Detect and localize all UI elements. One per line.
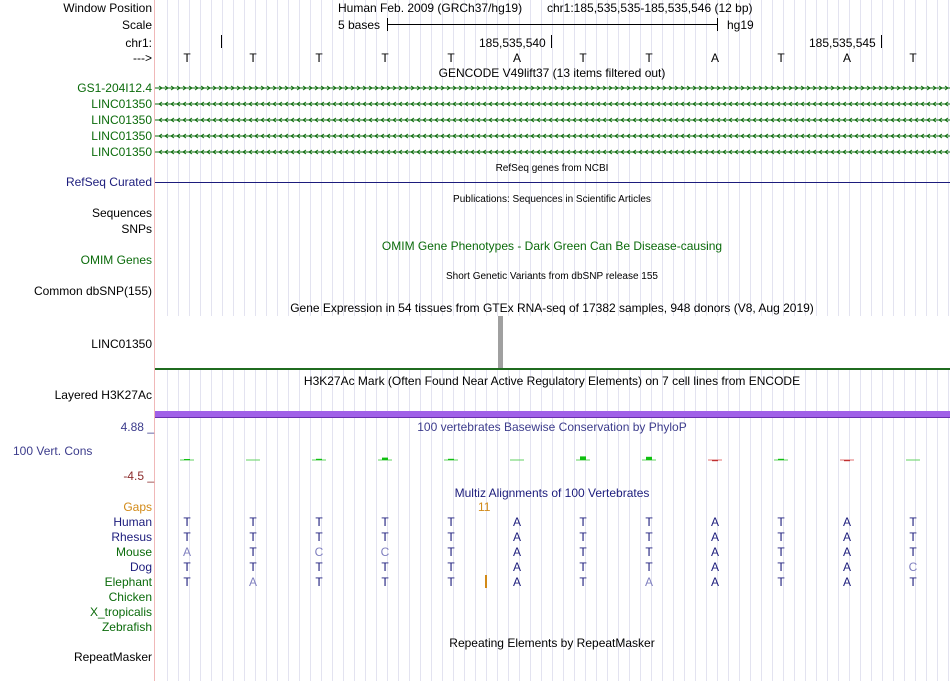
gencode-gene-label[interactable]: LINC01350: [91, 145, 152, 159]
alignment-base: T: [315, 575, 323, 589]
alignment-base: T: [381, 575, 389, 589]
strand-arrow-label: --->: [133, 51, 152, 65]
species-label[interactable]: X_tropicalis: [89, 605, 152, 619]
repeatmasker-label[interactable]: RepeatMasker: [73, 650, 152, 664]
gaps-label[interactable]: Gaps: [123, 500, 152, 514]
alignment-base: A: [644, 575, 653, 589]
alignment-base: A: [842, 545, 851, 559]
alignment-base: T: [183, 515, 191, 529]
alignment-base: T: [909, 575, 917, 589]
refseq-label[interactable]: RefSeq Curated: [65, 175, 152, 189]
phylop-bar[interactable]: [382, 458, 388, 460]
alignment-base: A: [842, 530, 851, 544]
gencode-gene-label[interactable]: LINC01350: [91, 113, 152, 127]
snps-label[interactable]: SNPs: [121, 222, 152, 236]
alignment-base: T: [645, 560, 653, 574]
chrom-label: chr1:: [125, 36, 152, 50]
refseq-track-title[interactable]: RefSeq genes from NCBI: [495, 163, 609, 174]
dbsnp-label[interactable]: Common dbSNP(155): [33, 284, 152, 298]
publications-track-title[interactable]: Publications: Sequences in Scientific Articles: [453, 194, 651, 205]
alignment-base: A: [182, 545, 191, 559]
coord-tick-1: [551, 35, 552, 48]
scale-bar-right-tick: [717, 18, 718, 31]
db-name: hg19: [727, 18, 754, 32]
species-label[interactable]: Rhesus: [111, 530, 152, 544]
coord-tick-2: [881, 35, 882, 48]
alignment-base: A: [842, 560, 851, 574]
gtex-baseline: [155, 368, 950, 370]
alignment-base: C: [380, 545, 390, 559]
alignment-base: T: [579, 560, 587, 574]
alignment-base: T: [315, 530, 323, 544]
scale-bar: [387, 24, 718, 25]
gencode-gene-label[interactable]: GS1-204I12.4: [77, 81, 152, 95]
phylop-bar[interactable]: [184, 459, 190, 460]
reference-base: T: [183, 51, 191, 65]
alignment-base: A: [512, 515, 521, 529]
h3k27ac-label[interactable]: Layered H3K27Ac: [54, 388, 152, 402]
alignment-base: A: [710, 545, 719, 559]
alignment-base: A: [710, 560, 719, 574]
alignment-base: A: [842, 515, 851, 529]
h3k27ac-track-title[interactable]: H3K27Ac Mark (Often Found Near Active Regulatory Elements) on 7 cell lines from ENCODE: [303, 374, 801, 388]
alignment-base: T: [249, 530, 257, 544]
h3k27ac-signal-bar[interactable]: [155, 411, 950, 418]
alignment-base: T: [777, 575, 785, 589]
elephant-insertion-marker: [485, 575, 487, 588]
species-label[interactable]: Dog: [129, 560, 152, 574]
position-readout: chr1:185,535,535-185,535,546 (12 bp): [547, 1, 753, 15]
alignment-base: A: [710, 515, 719, 529]
gtex-label[interactable]: LINC01350: [91, 337, 152, 351]
alignment-base: T: [777, 545, 785, 559]
alignment-base: T: [447, 575, 455, 589]
reference-base: T: [645, 51, 653, 65]
multiz-track-title[interactable]: Multiz Alignments of 100 Vertebrates: [454, 486, 650, 500]
reference-base: T: [909, 51, 917, 65]
reference-base: A: [842, 51, 851, 65]
species-label[interactable]: Zebrafish: [101, 620, 152, 634]
window-position-label: Window Position: [63, 1, 152, 15]
reference-base: T: [447, 51, 455, 65]
coord-label-1: 185,535,540: [479, 36, 546, 50]
alignment-base: T: [645, 515, 653, 529]
species-label[interactable]: Mouse: [115, 545, 152, 559]
alignment-base: A: [710, 530, 719, 544]
reference-base: T: [315, 51, 323, 65]
alignment-base: A: [842, 575, 851, 589]
alignment-base: C: [908, 560, 918, 574]
alignment-base: T: [645, 530, 653, 544]
alignment-base: A: [512, 530, 521, 544]
species-label[interactable]: Chicken: [108, 590, 152, 604]
reference-base: T: [381, 51, 389, 65]
alignment-base: T: [579, 575, 587, 589]
phylop-bar[interactable]: [580, 456, 586, 460]
alignment-base: T: [777, 515, 785, 529]
phylop-bar[interactable]: [646, 457, 652, 460]
alignment-base: T: [381, 515, 389, 529]
gtex-plot-area[interactable]: [155, 316, 950, 368]
refseq-line[interactable]: [155, 182, 950, 183]
alignment-base: T: [249, 560, 257, 574]
species-label[interactable]: Human: [113, 515, 152, 529]
alignment-base: A: [710, 575, 719, 589]
alignment-base: T: [579, 515, 587, 529]
alignment-base: T: [579, 545, 587, 559]
alignment-base: C: [314, 545, 324, 559]
phylop-label[interactable]: 100 Vert. Cons: [13, 444, 93, 458]
phylop-bar[interactable]: [712, 460, 718, 461]
alignment-base: A: [512, 545, 521, 559]
alignment-base: T: [381, 560, 389, 574]
phylop-bar[interactable]: [778, 459, 784, 460]
alignment-base: T: [447, 545, 455, 559]
phylop-max-label: 4.88 _: [120, 420, 154, 434]
coord-label-2: 185,535,545: [809, 36, 876, 50]
alignment-base: T: [447, 530, 455, 544]
phylop-bar[interactable]: [844, 460, 850, 461]
alignment-base: T: [909, 545, 917, 559]
scale-bar-left-tick: [387, 18, 388, 31]
phylop-track-title[interactable]: 100 vertebrates Basewise Conservation by PhyloP: [417, 420, 687, 434]
gencode-track[interactable]: [155, 80, 950, 160]
alignment-base: T: [249, 515, 257, 529]
phylop-min-label: -4.5 _: [123, 469, 154, 483]
alignment-base: A: [248, 575, 257, 589]
reference-base: A: [710, 51, 719, 65]
gtex-bar[interactable]: [498, 316, 503, 368]
gencode-track-title[interactable]: GENCODE V49lift37 (13 items filtered out): [438, 66, 666, 80]
omim-label[interactable]: OMIM Genes: [80, 253, 152, 267]
alignment-base: T: [909, 515, 917, 529]
coord-tick-start: [221, 35, 222, 48]
reference-base: T: [249, 51, 257, 65]
scale-label: Scale: [121, 18, 152, 32]
alignment-base: T: [645, 545, 653, 559]
gaps-value: 11: [478, 500, 491, 514]
repeatmasker-track-title[interactable]: Repeating Elements by RepeatMasker: [449, 636, 655, 650]
assembly-title: Human Feb. 2009 (GRCh37/hg19): [338, 1, 523, 15]
alignment-base: T: [183, 575, 191, 589]
species-label[interactable]: Elephant: [104, 575, 152, 589]
phylop-bar[interactable]: [448, 459, 454, 460]
alignment-base: T: [579, 530, 587, 544]
alignment-base: T: [315, 515, 323, 529]
alignment-base: T: [381, 530, 389, 544]
publications-label[interactable]: Sequences: [91, 206, 152, 220]
alignment-base: T: [447, 515, 455, 529]
dbsnp-track-title[interactable]: Short Genetic Variants from dbSNP release 155: [446, 271, 658, 282]
alignment-base: A: [512, 575, 521, 589]
phylop-bar[interactable]: [316, 459, 322, 460]
alignment-base: T: [183, 560, 191, 574]
alignment-base: T: [447, 560, 455, 574]
alignment-base: T: [249, 545, 257, 559]
alignment-base: T: [777, 530, 785, 544]
omim-track-title[interactable]: OMIM Gene Phenotypes - Dark Green Can Be Disease-causing: [381, 239, 723, 253]
gtex-track-title[interactable]: Gene Expression in 54 tissues from GTEx RNA-seq of 17382 samples, 948 donors (V8, Aug 2019): [290, 301, 814, 315]
alignment-base: T: [909, 530, 917, 544]
alignment-base: T: [183, 530, 191, 544]
gencode-gene-label[interactable]: LINC01350: [91, 97, 152, 111]
reference-base: A: [512, 51, 521, 65]
scale-text: 5 bases: [338, 18, 381, 32]
reference-base: T: [579, 51, 587, 65]
alignment-base: T: [315, 560, 323, 574]
alignment-base: A: [512, 560, 521, 574]
phylop-plot[interactable]: [155, 445, 950, 475]
reference-base: T: [777, 51, 785, 65]
gencode-gene-label[interactable]: LINC01350: [91, 129, 152, 143]
alignment-base: T: [777, 560, 785, 574]
